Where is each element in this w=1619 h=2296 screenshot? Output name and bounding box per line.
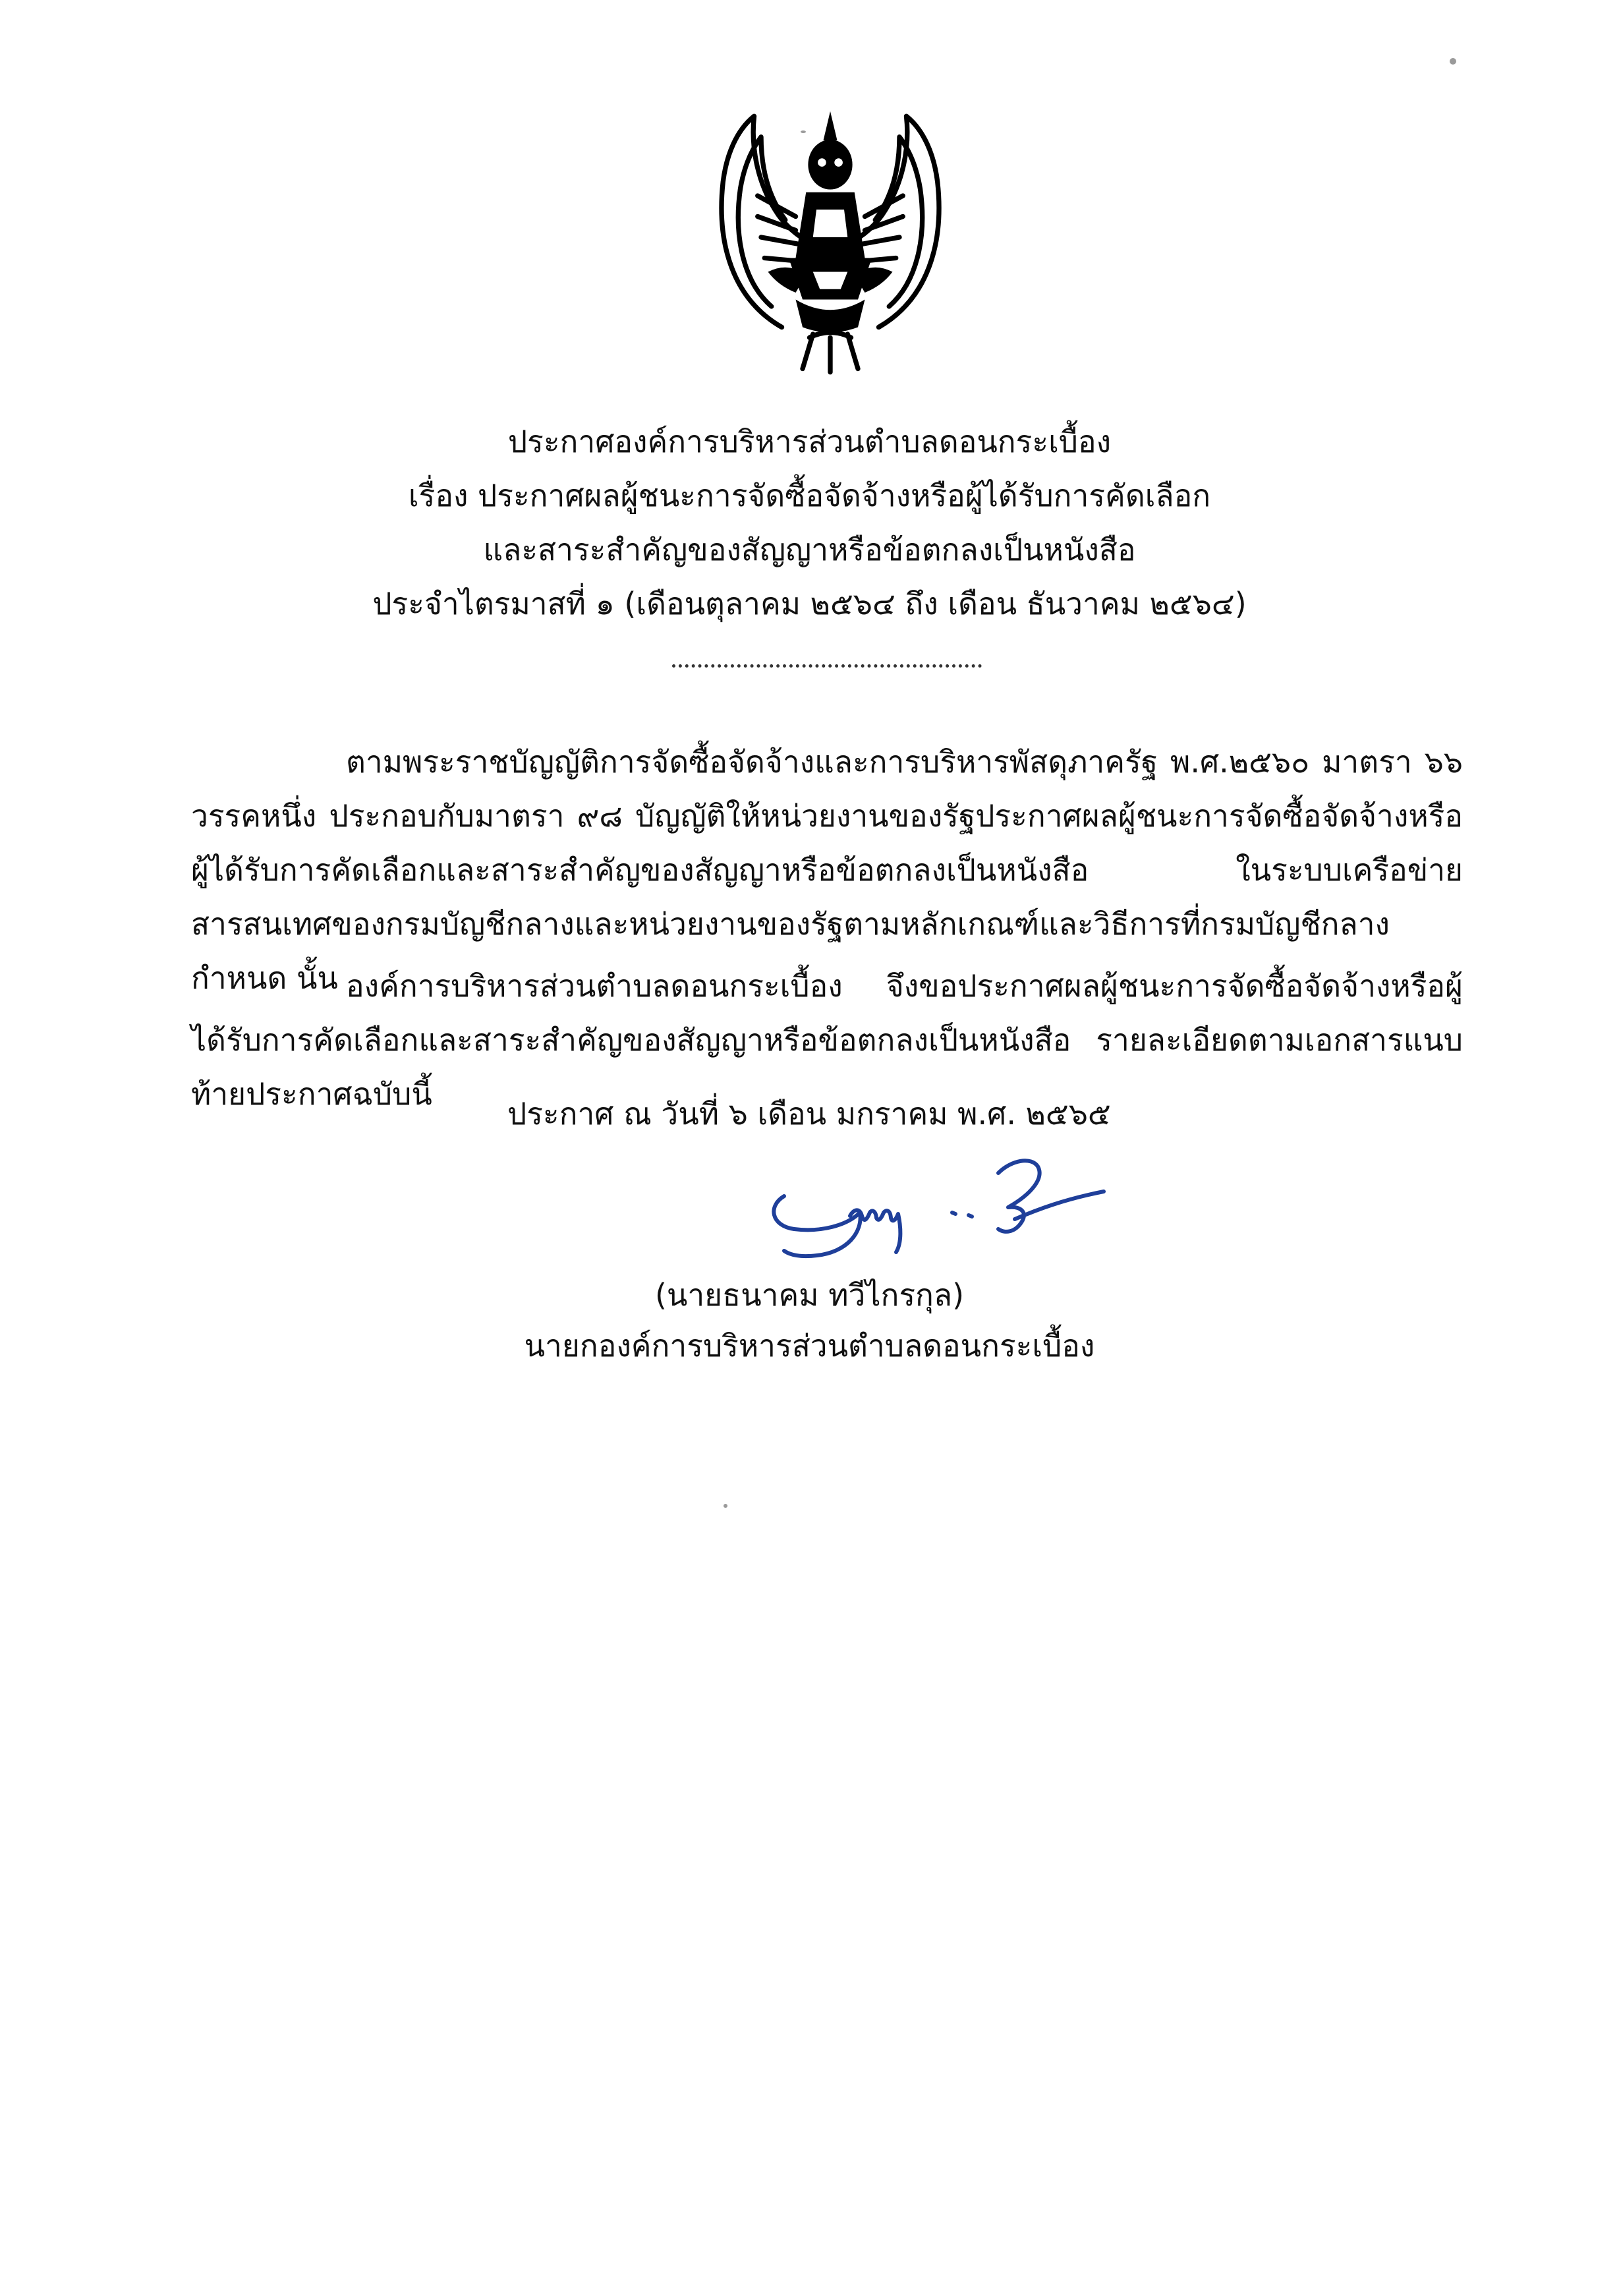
body-paragraph-1: ตามพระราชบัญญัติการจัดซื้อจัดจ้างและการบริหารพัสดุภาครัฐ พ.ศ.๒๕๖๐ มาตรา ๖๖ วรรคหนึ่ง ประกอบกับมาตรา ๙๘ บัญญัติให้หน่วยงานของรัฐประกาศผลผู้ชนะการจัดซื้อจัดจ้างหรือผู้ได้รับการคัดเลือกและสาระสำคัญของสัญญาหรือข้อตกลงเป็นหนังสือ ในระบบเครือข่ายสารสนเทศของกรมบัญชีกลางและหน่วยงานของรัฐตามหลักเกณฑ์และวิธีการที่กรมบัญชีกลางกำหนด นั้น <box>191 744 1463 996</box>
scan-speck <box>1450 58 1456 65</box>
announcement-issuer: ประกาศองค์การบริหารส่วนตำบลดอนกระเบื้อง <box>507 424 1112 459</box>
announcement-period: ประจำไตรมาสที่ ๑ (เดือนตุลาคม ๒๕๖๔ ถึง เดือน ธันวาคม ๒๕๖๔) <box>372 586 1247 621</box>
handwritten-signature <box>754 1147 1123 1272</box>
body-paragraph-2: องค์การบริหารส่วนตำบลดอนกระเบื้อง จึงขอประกาศผลผู้ชนะการจัดซื้อจัดจ้างหรือผู้ได้รับการคัดเลือกและสาระสำคัญของสัญญาหรือข้อตกลงเป็นหนังสือ รายละเอียดตามเอกสารแนบท้ายประกาศฉบับนี้ <box>191 968 1463 1112</box>
announcement-subject: เรื่อง ประกาศผลผู้ชนะการจัดซื้อจัดจ้างหรือผู้ได้รับการคัดเลือก <box>408 478 1211 513</box>
signatory-name: (นายธนาคม ทวีไกรกุล) <box>654 1277 965 1313</box>
signatory-position: นายกองค์การบริหารส่วนตำบลดอนกระเบื้อง <box>524 1328 1095 1363</box>
announcement-subject-continued: และสาระสำคัญของสัญญาหรือข้อตกลงเป็นหนังสือ <box>483 532 1136 567</box>
announcement-date: ประกาศ ณ วันที่ ๖ เดือน มกราคม พ.ศ. ๒๕๖๕ <box>507 1096 1111 1132</box>
scan-speck <box>724 1504 727 1508</box>
garuda-emblem-icon <box>692 99 969 376</box>
dotted-separator <box>672 664 982 668</box>
scan-speck <box>801 130 806 133</box>
